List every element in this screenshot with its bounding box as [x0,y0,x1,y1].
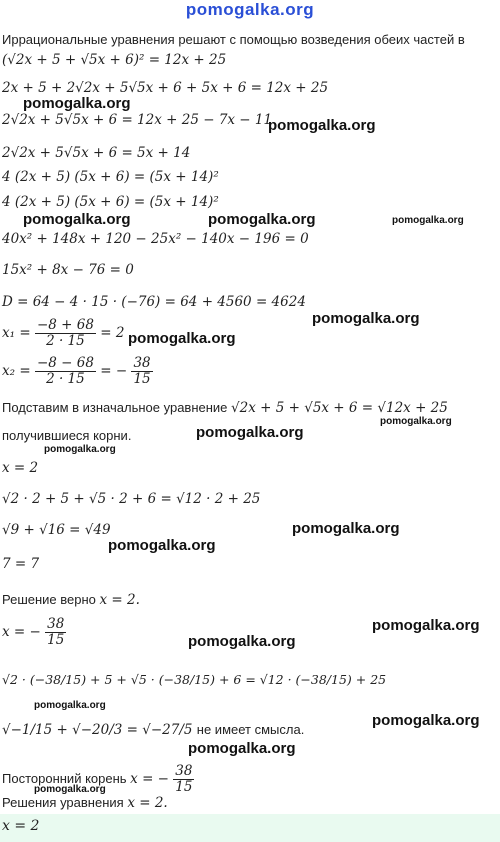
x-negative-numerator: 38 [47,616,65,632]
discriminant-line: D = 64 − 4 · 15 · (−76) = 64 + 4560 = 4624 [2,294,306,310]
root-x1-result: = 2 [100,325,125,341]
root-x1-label: x₁ = [2,325,31,341]
watermark: pomogalka.org [208,211,316,228]
x-negative-fraction [45,617,66,648]
site-logo[interactable]: pomogalka.org [185,0,315,19]
extraneous-text: Посторонний корень [2,771,127,786]
check-x-equals-2: x = 2 [2,460,39,476]
root-x1-denominator: 2 · 15 [46,333,85,349]
solutions-line [2,795,168,811]
root-x1-numerator: −8 + 68 [36,317,94,333]
check-x-equals-negative [2,617,66,648]
watermark: pomogalka.org [108,537,216,554]
extraneous-denominator: 15 [175,779,193,795]
root-x2-numerator: −8 − 68 [36,355,94,371]
watermark: pomogalka.org [372,712,480,729]
correct-text: Решение верно [2,592,96,607]
correct-equation: x = 2. [99,592,140,608]
watermark: pomogalka.org [372,617,480,634]
correct-line [2,592,140,608]
equation-line-1: (√2x + 5 + √5x + 6)² = 12x + 25 [2,52,227,68]
intro-text: Иррациональные уравнения решают с помощью возведения обеих частей в [2,32,465,47]
equation-line-7: 40x² + 148x + 120 − 25x² − 140x − 196 = 0 [2,231,309,247]
watermark: pomogalka.org [392,215,464,226]
watermark: pomogalka.org [188,740,296,757]
substitute-text-2: получившиеся корни. [2,428,132,443]
watermark: pomogalka.org [23,211,131,228]
root-x1-fraction [35,318,96,349]
watermark: pomogalka.org [380,416,452,427]
equation-line-5: 4 (2x + 5) (5x + 6) = (5x + 14)² [2,169,219,185]
watermark: pomogalka.org [196,424,304,441]
watermark: pomogalka.org [128,330,236,347]
substitute-text: Подставим в изначальное уравнение [2,400,228,415]
check-line-5-equation: √−1/15 + √−20/3 = √−27/5 [2,722,193,738]
equation-line-3: 2√2x + 5√5x + 6 = 12x + 25 − 7x − 11 [2,112,273,128]
root-x2-label: x₂ = [2,363,31,379]
watermark: pomogalka.org [188,633,296,650]
solutions-equation: x = 2. [127,795,168,811]
x-negative-denominator: 15 [47,632,65,648]
extraneous-prefix: x = − [130,771,169,787]
extraneous-equation [130,763,194,795]
root-x2-result-fraction [131,356,152,387]
root-x2-fraction [35,356,96,387]
root-x2-result-prefix: = − [100,363,128,379]
check-line-3: 7 = 7 [2,556,40,572]
equation-line-4: 2√2x + 5√5x + 6 = 5x + 14 [2,145,191,161]
equation-line-8: 15x² + 8x − 76 = 0 [2,262,134,278]
equation-line-2: 2x + 5 + 2√2x + 5√5x + 6 + 5x + 6 = 12x + 25 [2,80,329,96]
extraneous-numerator: 38 [175,763,193,779]
watermark: pomogalka.org [312,310,420,327]
check-line-5 [2,722,304,738]
substitute-line [2,400,448,416]
watermark: pomogalka.org [34,784,106,795]
answer-text: x = 2 [2,818,40,834]
x-negative-prefix: x = − [2,624,41,640]
root-x2-denominator: 2 · 15 [46,371,85,387]
root-x2-result-numerator: 38 [133,355,151,371]
watermark: pomogalka.org [292,520,400,537]
extraneous-fraction [173,764,194,795]
solutions-text: Решения уравнения [2,795,124,810]
check-line-1: √2 · 2 + 5 + √5 · 2 + 6 = √12 · 2 + 25 [2,491,261,507]
watermark: pomogalka.org [268,117,376,134]
root-x1 [2,318,124,349]
substitute-equation: √2x + 5 + √5x + 6 = √12x + 25 [231,400,448,416]
watermark: pomogalka.org [23,95,131,112]
answer-box [0,814,500,842]
check-line-4: √2 · (−38/15) + 5 + √5 · (−38/15) + 6 = √12 · (−38/15) + 25 [2,672,387,687]
watermark: pomogalka.org [34,700,106,711]
check-line-5-note: не имеет смысла. [196,722,305,737]
root-x2-result-denominator: 15 [133,371,151,387]
check-line-2: √9 + √16 = √49 [2,522,111,538]
equation-line-6: 4 (2x + 5) (5x + 6) = (5x + 14)² [2,194,219,210]
watermark: pomogalka.org [44,444,116,455]
root-x2 [2,356,153,387]
